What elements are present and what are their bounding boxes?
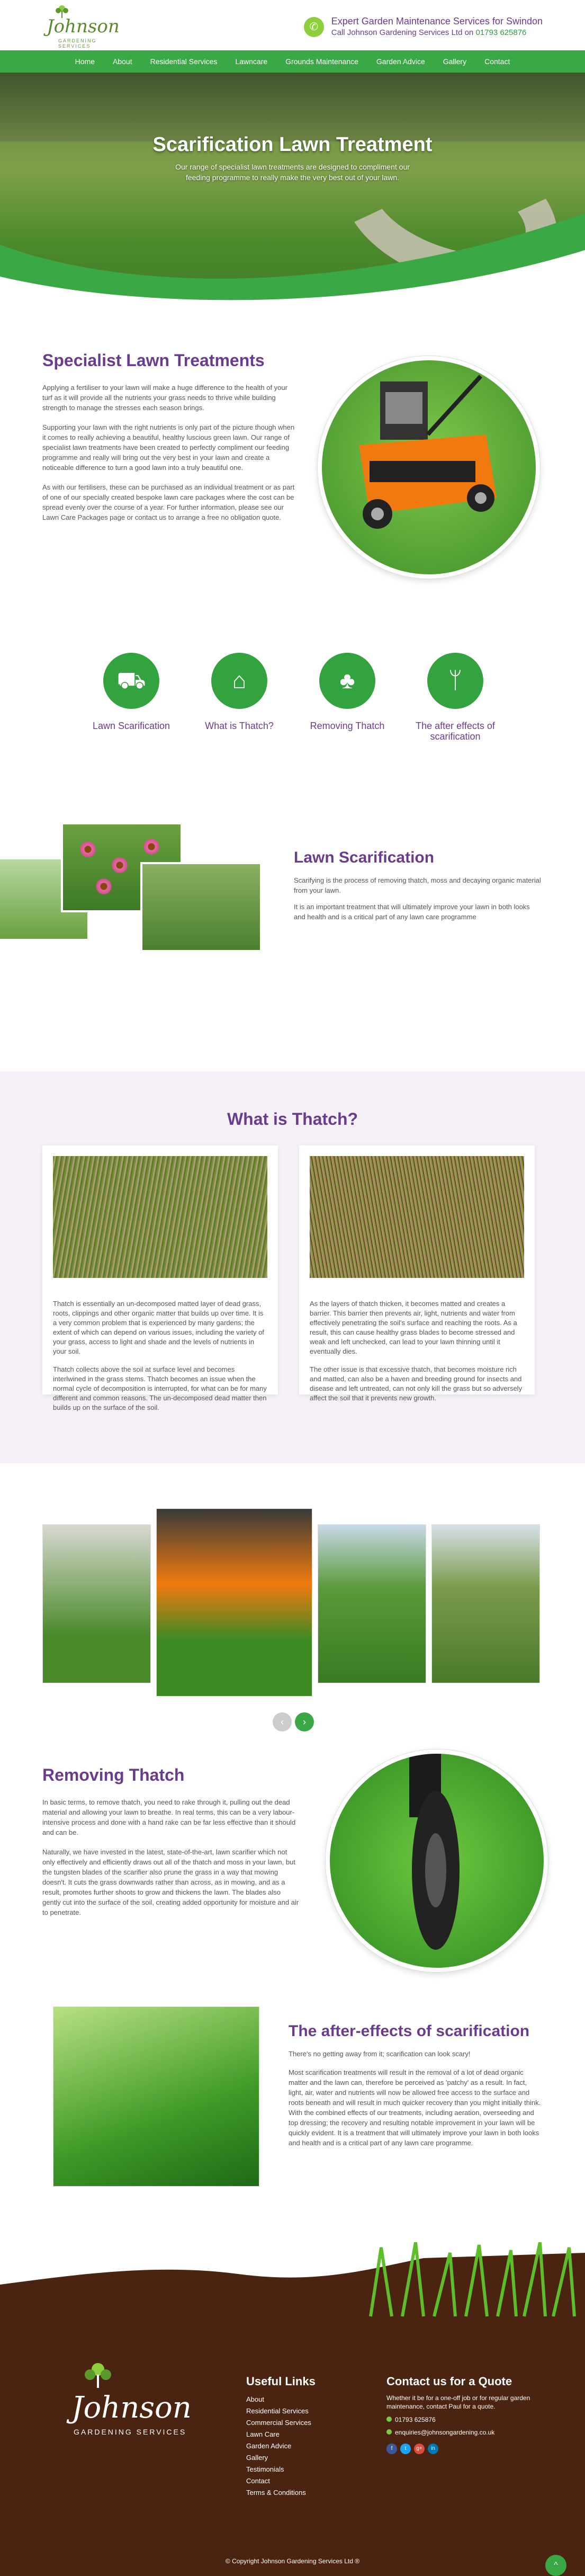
hero-wave (0, 208, 585, 314)
thatch-left-p2: Thatch collects above the soil at surface level and becomes interlwined in the grass stems. Thatch becomes an issue when the normal cycle of decomposition is interrupted, for what can be for many different and common reasons. The un-decomposed dead matter then builds up on the surface of the soil. (53, 1365, 267, 1411)
spacer (0, 1002, 585, 1071)
links-title: Useful Links (246, 2375, 316, 2388)
header-call (331, 28, 543, 37)
flower-icon (142, 838, 160, 856)
email-icon (386, 2429, 392, 2435)
footer-link-terms[interactable]: Terms & Conditions (246, 2489, 306, 2497)
footer-logo-sub: GARDENING SERVICES (74, 2428, 187, 2436)
hero-banner (0, 73, 585, 314)
nav-home[interactable]: Home (75, 57, 95, 66)
thatch-card-left (42, 1145, 278, 1411)
footer-link-commercial[interactable]: Commercial Services (246, 2419, 311, 2427)
call-prefix: Call Johnson Gardening Services Ltd on (331, 28, 476, 37)
thatch-photo-2 (310, 1156, 524, 1278)
nav-about[interactable]: About (113, 57, 132, 66)
gallery-stripes[interactable] (318, 1524, 426, 1683)
thatch-photo-1 (53, 1156, 267, 1278)
after-effects-section (0, 1977, 585, 2242)
house-icon: ⌂ (211, 653, 267, 709)
linkedin-icon[interactable]: in (428, 2444, 438, 2454)
specialist-p2: Supporting your lawn with the right nutrients is only part of the picture though when it comes to really achieving a beautiful, healthy luscious green lawn. Our range of specialist lawn treatments have been created to perfectly compliment our feeding programme and really will bring out the very best in your lawn and create a noticeable difference to turn a good lawn into a truly beautiful one. (42, 423, 295, 472)
gallery-mower[interactable] (431, 1524, 540, 1683)
footer-grass (0, 2242, 585, 2332)
footer-link-contact[interactable]: Contact (246, 2477, 270, 2485)
footer-phone-row[interactable] (386, 2416, 545, 2423)
specialist-title: Specialist Lawn Treatments (42, 351, 265, 370)
flower-icon (79, 840, 97, 858)
flower-icon (111, 856, 129, 874)
after-t1: There's no getting away from it; scarification can look scary! (289, 2050, 471, 2058)
footer-link-gallery[interactable]: Gallery (246, 2454, 268, 2462)
hero-trees (0, 73, 585, 141)
logo-sub: GARDENING SERVICES (58, 38, 97, 49)
links-list (246, 2394, 316, 2499)
scarification-t2: It is an important treatment that will ultimately improve your lawn in both looks and health and is a critical part of any lawn care programme (294, 903, 530, 921)
footer-email-row[interactable] (386, 2429, 545, 2436)
thatch-left-text (53, 1299, 267, 1421)
scarification-section (0, 822, 585, 1002)
scarifier-image (318, 356, 540, 579)
removing-section (0, 1749, 585, 1977)
scarification-title: Lawn Scarification (294, 849, 435, 866)
thatch-right-text (310, 1299, 524, 1411)
useful-links (246, 2375, 316, 2499)
thatch-left-p1: Thatch is essentially an un-decomposed matted layer of dead grass, roots, clippings and other organic matter that builds up over time. It is a very common problem that is experienced by many gardens; the extent of which can depend on various issues, including the variety of your grass, access to light and shade and the levels of nutrients in your soil. (53, 1300, 264, 1355)
after-title: The after-effects of scarification (289, 2022, 530, 2040)
footer-logo[interactable] (66, 2375, 199, 2438)
google-plus-icon[interactable]: g+ (414, 2444, 425, 2454)
footer-link-residential[interactable]: Residential Services (246, 2407, 309, 2415)
social-links (386, 2444, 545, 2454)
nav-contact[interactable]: Contact (484, 57, 510, 66)
site-footer (0, 2242, 585, 2576)
footer-email[interactable]: enquiries@johnsongardening.co.uk (395, 2429, 495, 2436)
thatch-title: What is Thatch? (227, 1109, 358, 1129)
feature-lawn-scarification[interactable] (78, 653, 184, 731)
gallery-scarifier[interactable] (156, 1508, 312, 1696)
quote-text: Whether it be for a one-off job or for regular garden maintenance, contact Paul for a quote. (386, 2394, 530, 2410)
gallery-spreader[interactable] (42, 1524, 151, 1683)
back-to-top-button[interactable]: ^ (545, 2555, 566, 2576)
quote-title: Contact us for a Quote (386, 2375, 512, 2388)
dewy-grass-photo (53, 2006, 259, 2187)
footer-link-garden-advice[interactable]: Garden Advice (246, 2442, 292, 2450)
facebook-icon[interactable]: f (386, 2444, 397, 2454)
footer-link-lawncare[interactable]: Lawn Care (246, 2430, 280, 2438)
thatch-right-p1: As the layers of thatch thicken, it becomes matted and creates a barrier. This barrier then prevents air, light, nutrients and water from effectively penetrating the soil's surface and reaching the roots. As a result, this can cause healthy grass blades to become stressed and weak and left unchecked, can lead to your lawn thinning until it eventually dies. (310, 1300, 517, 1355)
header-tagline: Expert Garden Maintenance Services for Swindon (331, 16, 543, 26)
footer-link-testimonials[interactable]: Testimonials (246, 2465, 284, 2473)
copyright: © Copyright Johnson Gardening Services Ltd ® (225, 2557, 360, 2565)
feature-label: Lawn Scarification (92, 721, 170, 731)
thatch-section (0, 1071, 585, 1463)
nav-lawncare[interactable]: Lawncare (235, 57, 268, 66)
logo-name: Johnson (47, 16, 120, 37)
footer-link-about[interactable]: About (246, 2395, 264, 2403)
header-contact (309, 16, 543, 37)
removing-p2: Naturally, we have invested in the latest, state-of-the-art, lawn scarifier which not only effectively and efficiently draws out all of the thatch and moss in your lawn, but the tungsten blades of the scarifier also prune the grass in a way that mowing doesn't. It cuts the grass downwards rather than across, as in mowing, and as a result, promotes further shoots to grow and thickens the lawn. The blades also gently cut into the surface of the soil, creating added opportunity for moisture and air to penetrate. (42, 1848, 299, 1916)
nav-gallery[interactable]: Gallery (443, 57, 467, 66)
site-logo[interactable] (42, 4, 122, 47)
specialist-text (42, 383, 299, 532)
removing-p1: In basic terms, to remove thatch, you need to rake through it, pulling out the dead material and allowing your lawn to breathe. In real terms, this can be a very labour-intensive process and done with a hand rake can be far less effective than it should and can be. (42, 1798, 296, 1836)
after-t2: Most scarification treatments will result in the removal of a lot of dead organic matter and the lawn can, therefore be perceived as 'patchy' as a result. In fact, light, air, water and nutrients will now be allowed free access to the surface and roots beneath and will result in much quicker recovery than you might initially think. With the combined effects of our treatments, including aeration, overseeding and top dressing; the recovery and resulting notable improvement in your lawn will be quickly evident. It is a treatment that will ultimately improve your lawn in both looks and health and is a critical part of any lawn care programme. (289, 2068, 541, 2147)
feature-label: The after effects of scarification (416, 721, 495, 742)
thatch-right-p2: The other issue is that excessive thatch, that becomes moisture rich and matted, can also be a haven and breeding ground for insects and disease and left untreated, can not only kill the grass but so adversely affect the soil that it prevents new growth. (310, 1365, 523, 1402)
nav-garden-advice[interactable]: Garden Advice (376, 57, 425, 66)
header-phone[interactable]: 01793 625876 (475, 28, 527, 37)
contact-quote (386, 2375, 545, 2454)
grass-icon: ᛘ (427, 653, 483, 709)
phone-icon: ✆ (304, 17, 324, 37)
footer-phone[interactable]: 01793 625876 (395, 2416, 436, 2423)
tree-icon: ♣ (319, 653, 375, 709)
mower-wheel-image (326, 1749, 548, 1972)
scarification-t1: Scarifying is the process of removing thatch, moss and decaying organic material from your lawn. (294, 876, 541, 894)
nav-residential[interactable]: Residential Services (150, 57, 218, 66)
footer-logo-name: Johnson (71, 2391, 192, 2425)
feature-removing-thatch[interactable] (294, 653, 400, 731)
feature-what-is-thatch[interactable] (186, 653, 292, 731)
site-header (0, 0, 585, 50)
main-nav (0, 50, 585, 73)
twitter-icon[interactable]: t (400, 2444, 411, 2454)
scarifier-machine (322, 360, 536, 574)
gallery-next-button[interactable]: › (295, 1712, 314, 1731)
specialist-p1: Applying a fertiliser to your lawn will make a huge difference to the health of your turf as it will provide all the nutrients your grass needs to thrive while building strength to manage the stresses each season brings. (42, 384, 287, 412)
feature-label: What is Thatch? (205, 721, 274, 731)
phone-icon (386, 2417, 392, 2422)
removing-text (42, 1797, 299, 1927)
nav-grounds[interactable]: Grounds Maintenance (285, 57, 358, 66)
specialist-p3: As with our fertilisers, these can be purchased as an individual treatment or as part of one of our specially created bespoke lawn care packages where the cost can be spread evenly over the course of a year. For further information, please see our Lawn Care Packages page or contact us to arrange a free no obligation quote. (42, 483, 295, 521)
gallery-section (0, 1463, 585, 1749)
specialist-section (0, 314, 585, 589)
mower-wheel (330, 1754, 544, 1968)
garden-photo (140, 862, 262, 952)
thatch-card-right (299, 1145, 535, 1402)
gallery-prev-button[interactable]: ‹ (273, 1712, 292, 1731)
mower-icon: ⛟ (103, 653, 159, 709)
feature-icons (0, 589, 585, 822)
feature-after-effects[interactable] (402, 653, 508, 742)
flower-icon (95, 877, 113, 895)
feature-label: Removing Thatch (310, 721, 385, 731)
removing-title: Removing Thatch (42, 1765, 185, 1784)
hero-title: Scarification Lawn Treatment (152, 134, 433, 156)
hero-text: Our range of specialist lawn treatments are designed to compliment our feeding programme to really make the very best out of your lawn. (175, 163, 410, 182)
